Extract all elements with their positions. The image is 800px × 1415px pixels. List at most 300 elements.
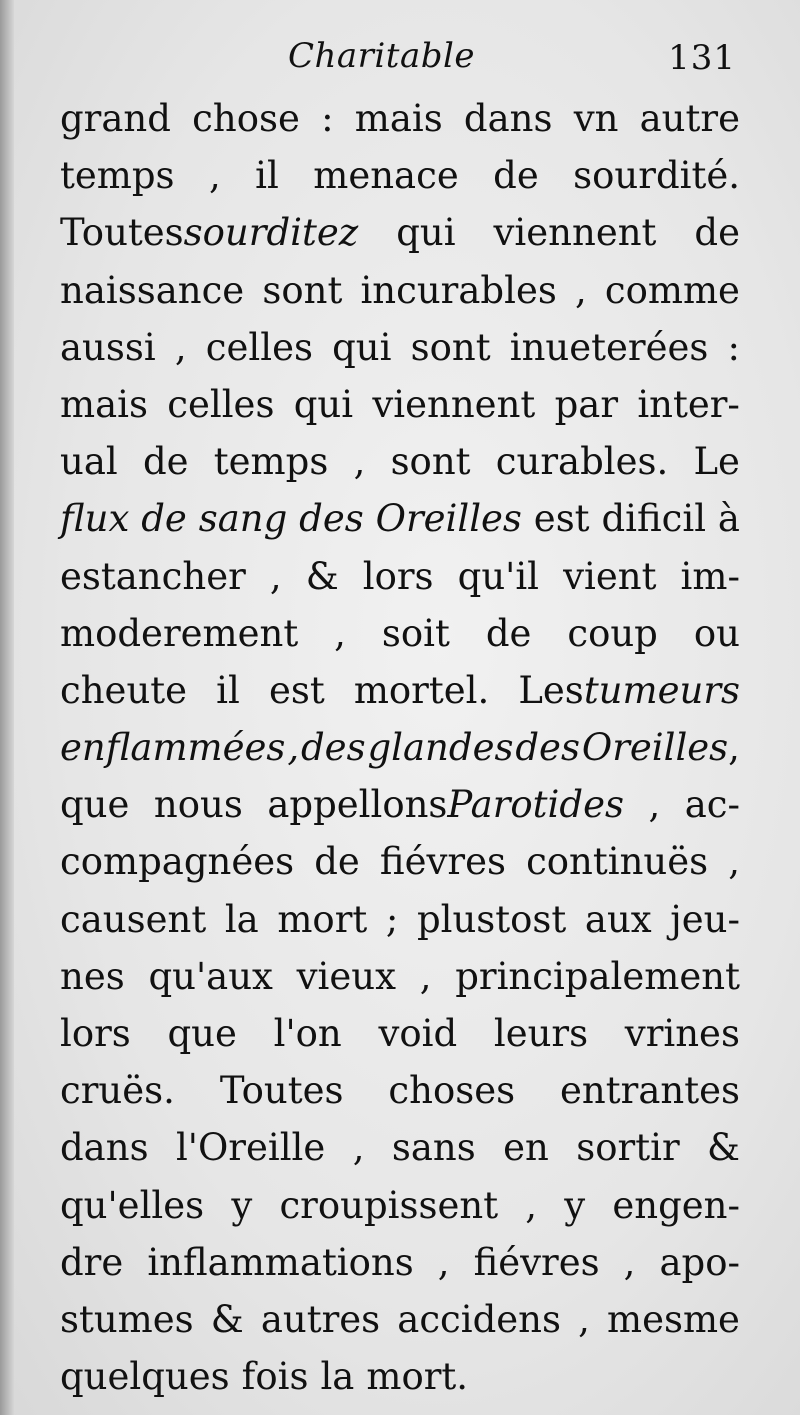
word-text: mais bbox=[60, 382, 148, 426]
italic-text: des bbox=[299, 497, 364, 541]
word-text: inueterées bbox=[509, 325, 709, 369]
word bbox=[397, 1291, 561, 1348]
word bbox=[176, 1119, 325, 1176]
word-text: compagnées bbox=[60, 840, 295, 884]
word bbox=[648, 776, 660, 833]
word-text: autres bbox=[260, 1297, 381, 1341]
word-text: vieux bbox=[296, 954, 396, 998]
page-gutter-shadow bbox=[0, 0, 14, 1415]
word-text: lors bbox=[362, 554, 434, 598]
word-text: sont bbox=[262, 268, 343, 312]
word-text: lors bbox=[60, 1012, 131, 1055]
word bbox=[60, 719, 285, 776]
word bbox=[60, 204, 358, 261]
word-text: de bbox=[314, 840, 360, 884]
word bbox=[659, 1234, 740, 1291]
word-text: l'on bbox=[273, 1012, 342, 1055]
word bbox=[209, 147, 221, 204]
word bbox=[601, 490, 706, 547]
word-text: aux bbox=[584, 897, 652, 941]
word-text: de bbox=[142, 440, 189, 484]
text-line bbox=[60, 433, 740, 490]
word bbox=[214, 433, 329, 490]
word-text: estancher bbox=[60, 554, 246, 598]
word-text: est bbox=[533, 497, 590, 541]
word-text: qu'aux bbox=[148, 954, 273, 998]
word-text: fois bbox=[241, 1355, 309, 1399]
word-text: dans bbox=[60, 1126, 149, 1170]
word-text: entrantes bbox=[560, 1069, 740, 1113]
word-text: viennent bbox=[493, 211, 657, 255]
word bbox=[353, 1119, 365, 1176]
word-text: inter- bbox=[637, 382, 740, 426]
word-text: menace bbox=[313, 154, 459, 198]
word-text: de bbox=[485, 611, 532, 655]
text-line bbox=[60, 204, 740, 261]
word bbox=[262, 262, 342, 319]
word bbox=[420, 948, 432, 1005]
word bbox=[605, 262, 740, 319]
word bbox=[354, 433, 366, 490]
italic-text: sang bbox=[198, 497, 288, 541]
word bbox=[60, 376, 148, 433]
word bbox=[211, 1291, 244, 1348]
word bbox=[206, 319, 313, 376]
word bbox=[320, 1348, 354, 1405]
word bbox=[563, 548, 656, 605]
word bbox=[255, 147, 279, 204]
word bbox=[438, 1234, 450, 1291]
word-text: quelques bbox=[60, 1355, 230, 1399]
word-text: Les bbox=[518, 668, 584, 712]
text-line bbox=[60, 376, 740, 433]
word bbox=[728, 833, 740, 890]
word bbox=[299, 490, 364, 547]
word bbox=[60, 90, 171, 147]
word-text: y bbox=[231, 1183, 253, 1227]
word-text: cheute bbox=[60, 668, 188, 712]
word-text: stumes bbox=[60, 1297, 194, 1341]
word bbox=[231, 1177, 252, 1234]
text-line bbox=[60, 1119, 740, 1176]
text-line bbox=[60, 548, 740, 605]
word-text: continuës bbox=[526, 840, 709, 884]
word-text: qui bbox=[332, 325, 392, 369]
word-text: soit bbox=[381, 611, 450, 655]
word bbox=[376, 490, 522, 547]
word bbox=[242, 1348, 309, 1405]
word bbox=[585, 891, 652, 948]
italic-text: flux bbox=[60, 497, 130, 541]
word bbox=[60, 605, 298, 662]
word-text: accidens bbox=[397, 1297, 562, 1341]
word bbox=[60, 147, 175, 204]
word bbox=[578, 1291, 590, 1348]
word-text: , bbox=[174, 325, 187, 369]
page-header bbox=[60, 36, 746, 88]
word bbox=[366, 1348, 468, 1405]
word bbox=[567, 605, 658, 662]
word-text: sourdité. bbox=[573, 154, 740, 198]
word bbox=[192, 90, 300, 147]
word-text: mesme bbox=[607, 1297, 740, 1341]
word bbox=[60, 1348, 230, 1405]
italic-text: , bbox=[287, 726, 300, 770]
word-text: que bbox=[60, 783, 130, 827]
word bbox=[199, 490, 288, 547]
word bbox=[60, 1119, 149, 1176]
word bbox=[518, 662, 740, 719]
word bbox=[494, 1005, 588, 1062]
word bbox=[60, 490, 129, 547]
body-text bbox=[60, 90, 740, 1405]
word bbox=[573, 147, 740, 204]
word-text: dre bbox=[60, 1240, 124, 1284]
word-text: dificil bbox=[601, 497, 707, 541]
word bbox=[685, 776, 740, 833]
word bbox=[60, 433, 118, 490]
word-text: , bbox=[352, 1126, 365, 1170]
word-text: celles bbox=[205, 325, 313, 369]
text-line bbox=[60, 719, 740, 776]
word-text: Le bbox=[693, 440, 740, 484]
word-text: mortel. bbox=[353, 668, 490, 712]
word bbox=[60, 662, 187, 719]
text-line bbox=[60, 662, 740, 719]
text-line bbox=[60, 1062, 740, 1119]
word-text: leurs bbox=[493, 1012, 589, 1055]
word bbox=[560, 1062, 740, 1119]
text-line bbox=[60, 1291, 740, 1348]
text-line bbox=[60, 262, 740, 319]
word-text: , bbox=[419, 954, 432, 998]
word-text: , bbox=[353, 440, 366, 484]
word bbox=[354, 662, 489, 719]
italic-text: de bbox=[141, 497, 187, 541]
word bbox=[392, 1119, 476, 1176]
word bbox=[332, 319, 391, 376]
word-text: qu'il bbox=[457, 554, 540, 598]
word-text: Toutes bbox=[60, 211, 184, 255]
word bbox=[458, 548, 539, 605]
word-text: , bbox=[648, 783, 661, 827]
word-text: qui bbox=[293, 382, 354, 426]
word bbox=[60, 1234, 123, 1291]
word-text: sans bbox=[391, 1126, 476, 1170]
word-text: jeu- bbox=[670, 897, 740, 941]
word-text: engen- bbox=[612, 1183, 740, 1227]
word-text: sont bbox=[410, 325, 491, 369]
word-text: temps bbox=[60, 154, 175, 198]
word-text: dans bbox=[463, 97, 553, 140]
text-line bbox=[60, 776, 740, 833]
word-text: , bbox=[334, 611, 346, 655]
word bbox=[728, 319, 740, 376]
word-text: temps bbox=[213, 440, 329, 484]
word-text: curables. bbox=[495, 440, 669, 484]
word-text: Toutes bbox=[219, 1069, 344, 1113]
word-text: moderement bbox=[60, 611, 299, 655]
word bbox=[640, 90, 740, 147]
word-text: mais bbox=[354, 97, 443, 140]
word bbox=[148, 948, 272, 1005]
word-text: apo- bbox=[659, 1240, 740, 1284]
word-text: ac- bbox=[684, 783, 740, 827]
word-text: qu'elles bbox=[60, 1183, 205, 1227]
word bbox=[396, 204, 455, 261]
word-text: causent bbox=[60, 897, 207, 941]
word bbox=[168, 1005, 237, 1062]
word bbox=[411, 319, 491, 376]
word-text: vn bbox=[573, 97, 619, 140]
text-line bbox=[60, 833, 740, 890]
word bbox=[525, 1177, 537, 1234]
word-text: que bbox=[167, 1012, 237, 1055]
word-text: , bbox=[525, 1183, 538, 1227]
word bbox=[534, 490, 590, 547]
word bbox=[167, 376, 274, 433]
word-text: autre bbox=[639, 97, 740, 140]
word-text: sortir bbox=[576, 1126, 680, 1170]
text-line bbox=[60, 319, 740, 376]
word-text: choses bbox=[388, 1069, 516, 1113]
text-line bbox=[60, 90, 740, 147]
word bbox=[526, 833, 708, 890]
word-text: sont bbox=[390, 440, 471, 484]
word bbox=[216, 662, 240, 719]
word-text: fiévres bbox=[473, 1240, 600, 1284]
word bbox=[493, 147, 539, 204]
running-title: Charitable bbox=[288, 36, 476, 76]
word bbox=[60, 776, 129, 833]
word bbox=[270, 548, 282, 605]
word-text: nous bbox=[153, 783, 243, 827]
word-text: vient bbox=[563, 554, 657, 598]
word-text: & bbox=[707, 1126, 740, 1170]
word bbox=[575, 262, 587, 319]
italic-text: tumeurs bbox=[583, 668, 740, 712]
word-text: im- bbox=[680, 554, 740, 598]
word-text: plustost bbox=[416, 897, 567, 941]
italic-text: des bbox=[301, 726, 366, 770]
page-number: 131 bbox=[668, 38, 736, 78]
word bbox=[321, 90, 333, 147]
word-text: coup bbox=[567, 611, 658, 655]
word bbox=[624, 1234, 636, 1291]
word bbox=[607, 1291, 740, 1348]
word bbox=[564, 1177, 585, 1234]
word bbox=[294, 376, 353, 433]
word bbox=[269, 662, 325, 719]
word bbox=[143, 433, 189, 490]
word-text: , bbox=[728, 726, 740, 770]
word bbox=[694, 204, 740, 261]
word-text: appellons bbox=[267, 783, 448, 827]
word-text: & bbox=[210, 1297, 244, 1341]
word bbox=[306, 548, 339, 605]
word-text: , bbox=[728, 840, 740, 884]
word-text: mort. bbox=[366, 1355, 469, 1399]
word bbox=[267, 776, 624, 833]
word-text: chose bbox=[192, 97, 300, 140]
word bbox=[360, 262, 556, 319]
word bbox=[378, 1005, 457, 1062]
word bbox=[693, 433, 739, 490]
text-line bbox=[60, 891, 740, 948]
word-text: void bbox=[378, 1012, 458, 1055]
word bbox=[355, 90, 443, 147]
text-line bbox=[60, 948, 740, 1005]
italic-text: enflammées bbox=[60, 726, 286, 770]
text-line bbox=[60, 490, 740, 547]
word bbox=[141, 490, 187, 547]
word bbox=[372, 376, 535, 433]
word bbox=[261, 1291, 380, 1348]
word bbox=[510, 319, 709, 376]
word-text: fiévres bbox=[379, 840, 506, 884]
word-text: : bbox=[727, 325, 740, 369]
word bbox=[287, 719, 299, 776]
word bbox=[707, 1119, 740, 1176]
word-text: mort bbox=[277, 897, 368, 941]
word bbox=[694, 605, 740, 662]
word-text: il bbox=[255, 154, 279, 198]
word bbox=[154, 776, 243, 833]
word-text: est bbox=[268, 668, 325, 712]
word bbox=[555, 376, 618, 433]
italic-text: Parotides bbox=[447, 783, 624, 827]
word bbox=[474, 1234, 600, 1291]
word-text: principalement bbox=[455, 954, 740, 998]
word-text: : bbox=[321, 97, 334, 140]
word-text: aussi bbox=[60, 325, 156, 369]
word bbox=[494, 204, 657, 261]
word bbox=[279, 1177, 498, 1234]
word bbox=[582, 719, 740, 776]
word bbox=[380, 833, 506, 890]
word bbox=[60, 1005, 131, 1062]
text-line bbox=[60, 147, 740, 204]
word bbox=[60, 833, 294, 890]
word bbox=[576, 1119, 679, 1176]
word bbox=[313, 147, 459, 204]
word bbox=[60, 1291, 194, 1348]
word bbox=[277, 891, 367, 948]
word bbox=[515, 719, 580, 776]
word bbox=[60, 948, 125, 1005]
word-text: , bbox=[437, 1240, 450, 1284]
word bbox=[417, 891, 566, 948]
italic-text: Oreilles bbox=[581, 726, 729, 770]
word-text: , bbox=[269, 554, 282, 598]
word bbox=[464, 90, 553, 147]
word bbox=[60, 262, 244, 319]
word bbox=[147, 1234, 413, 1291]
word bbox=[301, 719, 366, 776]
word-text: incurables bbox=[360, 268, 557, 312]
word-text: l'Oreille bbox=[175, 1126, 326, 1170]
word bbox=[612, 1177, 740, 1234]
word-text: y bbox=[564, 1183, 586, 1227]
word bbox=[670, 891, 740, 948]
word bbox=[175, 319, 187, 376]
word bbox=[382, 605, 450, 662]
word-text: il bbox=[216, 668, 240, 712]
word bbox=[574, 90, 619, 147]
word-text: de bbox=[694, 211, 740, 255]
word bbox=[496, 433, 668, 490]
italic-text: sourditez bbox=[183, 211, 359, 255]
word-text: viennent bbox=[372, 382, 536, 426]
word bbox=[220, 1062, 344, 1119]
word-text: , bbox=[578, 1297, 590, 1341]
word-text: de bbox=[493, 154, 539, 198]
word bbox=[60, 891, 206, 948]
word bbox=[637, 376, 740, 433]
word-text: comme bbox=[604, 268, 740, 312]
word bbox=[314, 833, 360, 890]
italic-text: glandes bbox=[367, 726, 514, 770]
word bbox=[363, 548, 434, 605]
word bbox=[274, 1005, 342, 1062]
word-text: naissance bbox=[60, 268, 245, 312]
word-text: vrines bbox=[624, 1012, 740, 1055]
word-text: croupissent bbox=[279, 1183, 499, 1227]
text-line bbox=[60, 605, 740, 662]
text-line bbox=[60, 1005, 740, 1062]
word bbox=[225, 891, 259, 948]
word-text: cruës. bbox=[60, 1069, 175, 1113]
word bbox=[388, 1062, 515, 1119]
word bbox=[386, 891, 398, 948]
word bbox=[334, 605, 346, 662]
word bbox=[60, 319, 156, 376]
word-text: en bbox=[503, 1126, 549, 1170]
word bbox=[681, 548, 740, 605]
word-text: ; bbox=[385, 897, 399, 941]
word-text: qui bbox=[396, 211, 456, 255]
word-text: celles bbox=[167, 382, 275, 426]
word-text: , bbox=[574, 268, 587, 312]
word-text: , bbox=[623, 1240, 636, 1284]
word bbox=[486, 605, 532, 662]
text-line bbox=[60, 1348, 740, 1405]
word bbox=[391, 433, 471, 490]
word bbox=[297, 948, 396, 1005]
word bbox=[60, 548, 246, 605]
word-text: nes bbox=[60, 954, 125, 998]
word-text: la bbox=[224, 897, 259, 941]
word-text: , bbox=[208, 154, 221, 198]
text-line bbox=[60, 1177, 740, 1234]
word bbox=[367, 719, 513, 776]
word bbox=[60, 1062, 175, 1119]
word-text: inflammations bbox=[147, 1240, 414, 1284]
word-text: & bbox=[305, 554, 339, 598]
italic-text: des bbox=[515, 726, 580, 770]
word bbox=[625, 1005, 740, 1062]
word bbox=[60, 1177, 204, 1234]
italic-text: Oreilles bbox=[375, 497, 522, 541]
word-text: ou bbox=[693, 611, 740, 655]
word-text: à bbox=[717, 497, 740, 541]
word-text: grand bbox=[60, 97, 171, 140]
word-text: par bbox=[554, 382, 619, 426]
word bbox=[503, 1119, 549, 1176]
word bbox=[718, 490, 740, 547]
word-text: ual bbox=[60, 440, 118, 484]
word-text: la bbox=[320, 1355, 355, 1399]
